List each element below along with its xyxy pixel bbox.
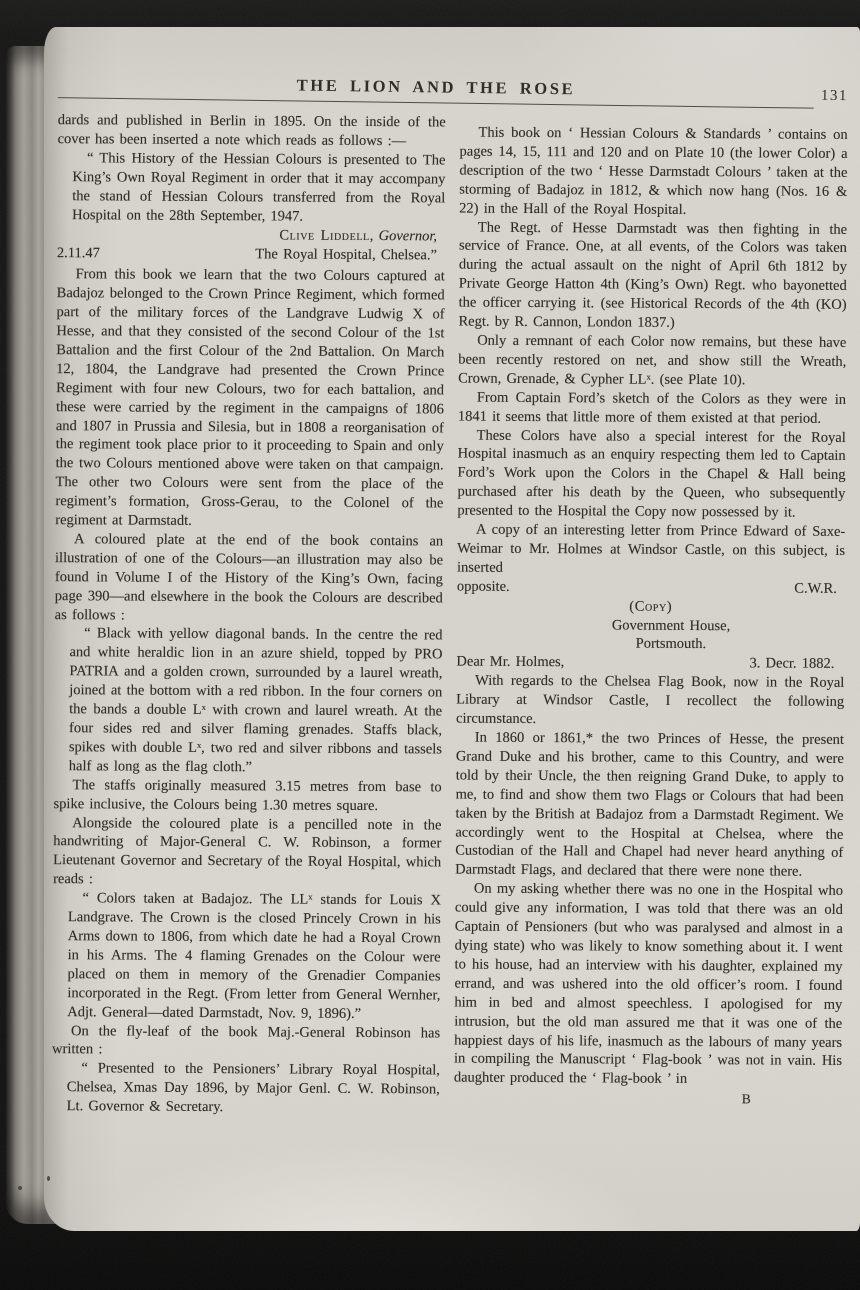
- letterhead-address: Government House,: [611, 617, 731, 634]
- paragraph-with-regards: With regards to the Chelsea Flag Book, now in the Royal Library at Windsor Castle, I recollect the following circumstance.: [456, 672, 845, 728]
- signature-place: The Royal Hospital, Chelsea.”: [255, 246, 437, 264]
- left-column: [52, 111, 446, 1118]
- salutation: Dear Mr. Holmes,: [456, 653, 565, 671]
- signature-block: [57, 226, 441, 266]
- author-initials: C.W.R.: [794, 580, 837, 597]
- paragraph-from-book: From this book we learn that the two Colours captured at Badajoz belonged to the Crown Prince Regiment, which formed part of the military forces of the Landgrave Ludwig X of Hesse, and that they consisted of the second Colour of the 1st Battalion and the first Colour of the 2nd Battalion. On March 12, 1804, the Landgrave had presented the Crown Prince Regiment with four new Colours, two for each battalion, and these were carried by the regiment in the campaigns of 1806 and 1807 in Prussia and Silesia, but in 1808 a reorganisation of the regiment took place prior to it proceeding to Spain and only the two Colours mentioned above were taken on that campaign. The other two Colours were sent from the place of the regiment’s formation, Gross-Gerau, to the Colonel of the regiment at Darmstadt.: [55, 266, 445, 529]
- paper-speck: [18, 1186, 22, 1190]
- paragraph-coloured-plate: A coloured plate at the end of the book contains an illustration of one of the Colours—an illustration may also be found in Volume I of the History of the King’s Own, facing page 390—and elsewhere in the book the Colours are described as follows :: [54, 531, 444, 624]
- paragraph-ford-sketch: From Captain Ford’s sketch of the Colors as they were in 1841 it seems that little more of them existed at that period.: [457, 389, 847, 427]
- initials-line: [457, 577, 845, 598]
- copy-label: (Copy): [629, 598, 673, 615]
- right-column: [454, 124, 848, 1121]
- letter-date: 3. Decr. 1882.: [749, 655, 835, 673]
- paragraph-regt: The Regt. of Hesse Darmstadt was then fighting in the service of France. One, at all events, of the Colors was taken during the actual assault on the night of April 6th 1812 by Private George Hatton 4th (King’s Own) Regt. who bayonetted the officer carrying it. (see Historical Records of the 4th (KO) Regt. by R. Cannon, London 1837.): [458, 219, 848, 331]
- paragraph-continuation: dards and published in Berlin in 1895. On the inside of the cover has been inserted a note which reads as follows :—: [57, 112, 446, 150]
- paragraph-this-book: This book on ‘ Hessian Colours & Standards ’ contains on pages 14, 15, 111 and 120 and on Plate 10 (the lower Color) a description of the two ‘ Hesse Darmstadt Colours ’ taken at the storming of Badajoz in 1812, & which now hang (Nos. 16 & 22) in the Hall of the Royal Hospital.: [459, 124, 848, 218]
- letterhead-city: Portsmouth.: [635, 636, 707, 653]
- signature-date-line: [57, 244, 441, 265]
- paragraph-pencilled-note: Alongside the coloured plate is a pencilled note in the handwriting of Major-General C. W. Robinson, a former Lieutenant Governor and Secretary of the Royal Hospital, which reads :: [53, 814, 442, 888]
- running-header: [58, 72, 848, 109]
- book-page: [44, 27, 860, 1231]
- letter-intro-end: opposite.: [456, 578, 510, 595]
- paragraph-staffs: The staffs originally measured 3.15 metres from base to spike inclusive, the Colours being 1.30 metres square.: [53, 776, 442, 814]
- signature-date: 2.11.47: [56, 245, 100, 262]
- paragraph-asking: On my asking whether there was no one in the Hospital who could give any information, I was told that there was an old Captain of Pensioners (but who was paralysed and almost in a dying state) who was likely to know something about it. I went to his house, had an interview with his daughter, explained my errand, and was ushered into the old officer’s room. I found him in bed and almost speechless. I apologised for my intrusion, but the old man assured me that it was one of the happiest days of his life, inasmuch as the labours of many years in compiling the Manuscript ‘ Flag-book ’ was not in vain. His daughter produced the ‘ Flag-book ’ in: [453, 880, 844, 1088]
- text-columns: [52, 111, 852, 1121]
- signatory-role: Governor,: [378, 228, 438, 245]
- paper-speck: [47, 1176, 50, 1181]
- paragraph-remnant: Only a remnant of each Color now remains, but these have been recently restored on net, and show still the Wreath, Crown, Grenade, & Cypher LLˣ. (see Plate 10).: [458, 332, 847, 389]
- page-number: 131: [820, 87, 848, 105]
- paragraph-letter-intro: A copy of an interesting letter from Prince Edward of Saxe-Weimar to Mr. Holmes at Windsor Castle, on this subject, is inserted: [456, 521, 846, 576]
- paragraph-flyleaf: On the fly-leaf of the book Maj.-General Robinson has written :: [52, 1022, 441, 1058]
- page-content: [44, 75, 860, 1121]
- signature-separator: ,: [369, 228, 379, 245]
- colour-description-quote: “ Black with yellow diagonal bands. In the centre the red and white heraldic lion in an azure shield, topped by PRO PATRIA and a golden crown, surrounded by a laurel wreath, joined at the bottom with a red ribbon. In the four corners on the bands a double Lˣ with crown and laurel wreath. At the four sides red and silver flaming grenades. Staffs black, spikes with double Lˣ, two red and silver ribbons and tassels half as long as the flag cloth.”: [68, 625, 443, 776]
- salutation-line: [456, 653, 844, 674]
- letterhead: [612, 616, 731, 655]
- signature-name-line: [57, 226, 441, 247]
- inserted-note-quote: “ This History of the Hessian Colours is presented to The King’s Own Royal Regiment in order that it may accompany the stand of Hessian Colours transferred from the Royal Hospital on the 28th September, 1947.: [72, 150, 446, 225]
- paragraph-princes: In 1860 or 1861,* the two Princes of Hesse, the present Grand Duke and his brother, came to this Country, and were told by their Uncle, the then reigning Grand Duke, to apply to me, to find and show them two Flags or Colours that had been taken by the British at Badajoz from a Darmstadt Regiment. We accordingly went to the Hospital at Chelsea, where the Custodian of the Hall and Chapel had never heard anything of Darmstadt Flags, and declared that there were none there.: [455, 729, 845, 880]
- printers-signature-mark: B: [741, 1091, 751, 1107]
- signatory-name: Clive Liddell: [279, 227, 370, 245]
- page-title: THE LION AND THE ROSE: [296, 75, 576, 99]
- paragraph-special-interest: These Colors have also a special interest for the Royal Hospital inasmuch as an enquiry respecting them led to Captain Ford’s Work upon the Colors in the Chapel & Hall being purchased after his death by the Queen, who subsequently presented to the Hospital the Copy now possessed by it.: [457, 427, 846, 521]
- pencilled-note-quote: “ Colors taken at Badajoz. The LLˣ stands for Louis X Landgrave. The Crown is the closed Princely Crown in his Arms down to 1806, from which date he had a Royal Crown in his Arms. The 4 flaming Grenades on the Colour were placed on them in memory of the Grenadier Companies incorporated in the Regt. (From letter from General Wernher, Adjt. General—dated Darmstadt, Nov. 9, 1896).”: [67, 890, 442, 1022]
- flyleaf-quote: “ Presented to the Pensioners’ Library Royal Hospital, Chelsea, Xmas Day 1896, by Major Genl. C. W. Robinson, Lt. Governor & Secretary.: [66, 1060, 440, 1116]
